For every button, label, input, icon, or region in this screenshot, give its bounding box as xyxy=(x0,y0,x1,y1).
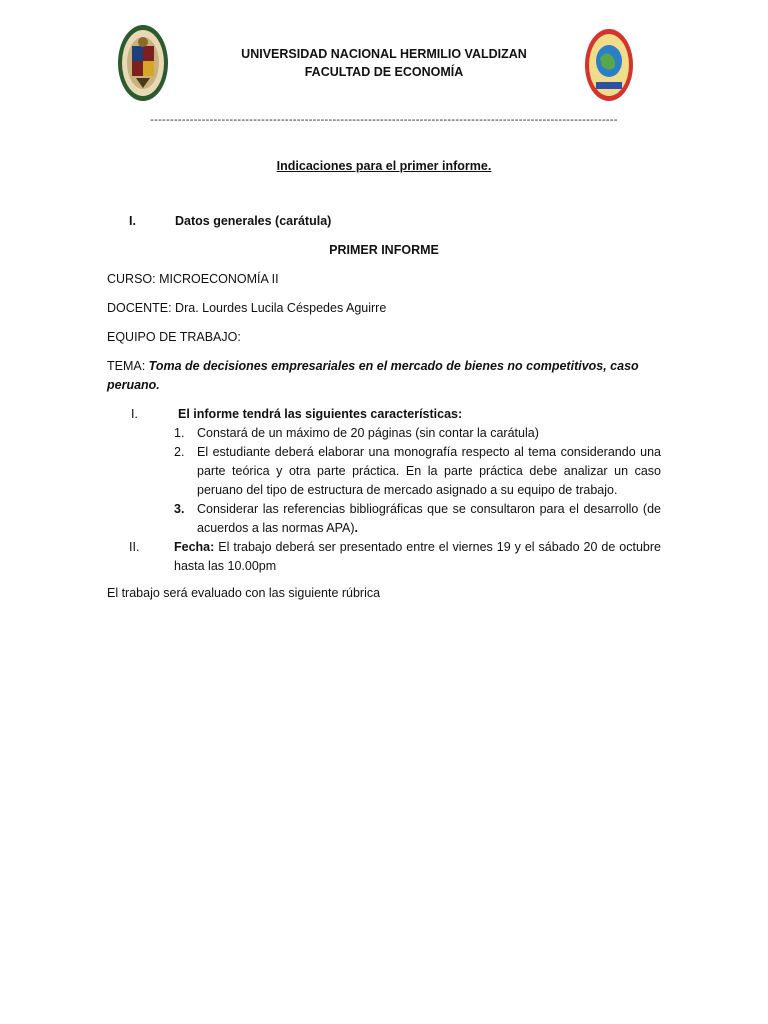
date-text: El trabajo deberá ser presentado entre el viernes 19 y el sábado 20 de octubre hasta las 10.00pm xyxy=(174,540,661,573)
section-1-heading: Datos generales (carátula) xyxy=(175,214,332,228)
topic-text: Toma de decisiones empresariales en el mercado de bienes no competitivos, caso xyxy=(148,359,639,373)
topic-line-1 xyxy=(107,359,639,373)
team-label: EQUIPO DE TRABAJO: xyxy=(107,330,241,344)
topic-line-2: peruano. xyxy=(107,378,160,392)
course-label: CURSO: MICROECONOMÍA II xyxy=(107,272,279,286)
cover-title: PRIMER INFORME xyxy=(329,243,439,257)
section-3-numeral: II. xyxy=(129,540,140,554)
section-2-numeral: I. xyxy=(131,407,138,421)
list-item-3-end: . xyxy=(354,521,358,535)
list-item-text: El estudiante deberá elaborar una monografía respecto al tema considerando una parte teórica y otra parte práctica. En la parte práctica debe analizar un caso peruano del tipo de estructura de mercado asignado a su equipo de trabajo. xyxy=(197,445,661,497)
section-1-numeral: I. xyxy=(129,214,136,228)
faculty-name: FACULTAD DE ECONOMÍA xyxy=(304,65,464,79)
university-seal-icon xyxy=(117,24,169,102)
closing-text: El trabajo será evaluado con las siguiente rúbrica xyxy=(107,586,381,600)
date-label: Fecha: xyxy=(174,540,215,554)
teacher-label: DOCENTE: Dra. Lourdes Lucila Céspedes Aguirre xyxy=(107,301,387,315)
list-item-3-text: Considerar las referencias bibliográficas que se consultaron para el desarrollo (de acuerdos a las normas APA) xyxy=(197,502,661,535)
date-paragraph xyxy=(174,538,661,576)
header-divider: ---------------------------------------------------------------------------------------------------------------------- xyxy=(150,114,618,126)
list-item-text xyxy=(197,500,661,538)
section-2-heading: El informe tendrá las siguientes características: xyxy=(178,407,463,421)
university-name: UNIVERSIDAD NACIONAL HERMILIO VALDIZAN xyxy=(241,47,527,61)
list-item-number: 2. xyxy=(174,445,185,459)
topic-prefix: TEMA: xyxy=(107,359,149,373)
list-item-number: 3. xyxy=(174,502,185,516)
list-item-number: 1. xyxy=(174,426,185,440)
document-title: Indicaciones para el primer informe. xyxy=(276,159,492,173)
list-item-text: Constará de un máximo de 20 páginas (sin contar la carátula) xyxy=(197,426,539,440)
